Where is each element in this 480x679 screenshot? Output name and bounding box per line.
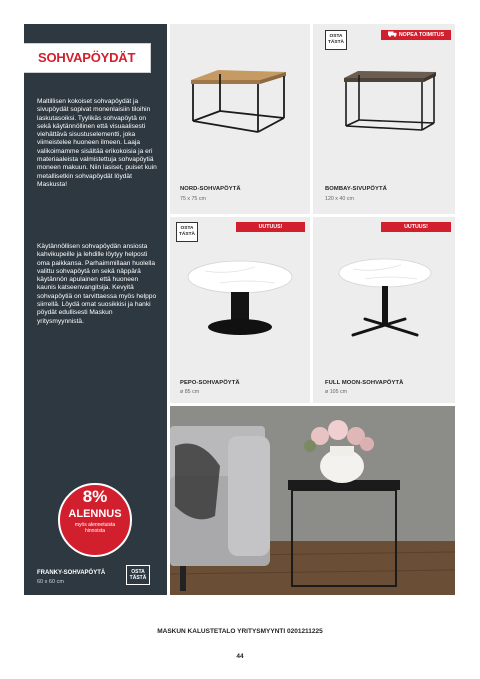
pepo-size: ø 85 cm: [180, 389, 200, 395]
bombay-size: 120 x 40 cm: [325, 196, 354, 202]
nord-size: 75 x 75 cm: [180, 196, 206, 202]
discount-note-1: myös alennetuista: [74, 522, 116, 528]
second-paragraph: Käytännöllisen sohvapöydän ansiosta kahvikupeille ja lehdille löytyy helposti oma paikkansa. Parhaimmillaan huolella valittu sohvapöytä on sekä näppärä käytännön apulainen että huoneen kaunis katseenvangitsija. Kevyitä sohvapöytiä on tarvittaessa myös helppo siirrellä. Löydä omat suosikkisi ja hanki pöydät edullisesti Maskun yritysmyynnistä.: [37, 243, 157, 325]
pepo-buy-button[interactable]: [176, 222, 198, 242]
buy-label-2: TÄSTÄ: [328, 39, 344, 45]
discount-percent: 8%: [82, 487, 108, 506]
full-moon-table-image: [335, 255, 435, 341]
nord-name: NORD-SOHVAPÖYTÄ: [180, 186, 241, 192]
bombay-name: BOMBAY-SIVUPÖYTÄ: [325, 186, 387, 192]
full-moon-size: ø 105 cm: [325, 389, 348, 395]
franky-name: FRANKY-SOHVAPÖYTÄ: [37, 570, 106, 576]
new-badge-full-moon: UUTUUS!: [381, 222, 451, 232]
discount-note-2: hinnoista: [84, 528, 105, 534]
truck-icon: [388, 31, 397, 37]
franky-buy-button[interactable]: [126, 565, 150, 585]
nord-table-image: [186, 66, 296, 138]
pepo-table-image: [185, 255, 295, 337]
buy-label-1: OSTA: [329, 34, 343, 39]
bombay-table-image: [340, 68, 440, 134]
buy-label-2: TÄSTÄ: [129, 575, 147, 581]
full-moon-name: FULL MOON-SOHVAPÖYTÄ: [325, 380, 404, 386]
fast-delivery-label: NOPEA TOIMITUS: [398, 32, 445, 38]
new-badge-pepo: UUTUUS!: [236, 222, 305, 232]
buy-label-1: OSTA: [131, 569, 145, 575]
photo-illustration: [170, 406, 455, 595]
discount-label: ALENNUS: [68, 508, 122, 520]
pepo-name: PEPO-SOHVAPÖYTÄ: [180, 380, 240, 386]
bombay-buy-button[interactable]: [325, 30, 347, 50]
buy-label-1: OSTA: [180, 226, 194, 231]
footer-contact: MASKUN KALUSTETALO YRITYSMYYNTI 0201211225: [157, 628, 323, 635]
intro-paragraph: Maltillisen kokoiset sohvapöydät ja sivupöydät sopivat monenlaisiin tiloihin laskutasoiksi. Tyylikäs sohvapöytä on sekä käytännöllinen että visuaalisesti viehättävä sisustuselementti, joka viimeistelee huoneen ilmeen. Laaja valikoimamme sisältää erikokoisia ja eri materiaaleista valmistettuja sohvapöytiä moneen makuun. Niin lasiset, puiset kuin metallisetkin sohvapöydät löydät Maskusta!: [37, 98, 157, 188]
section-title: SOHVAPÖYDÄT: [38, 50, 136, 65]
franky-lifestyle-photo: [170, 406, 455, 595]
buy-label-2: TÄSTÄ: [179, 231, 195, 237]
page-number: 44: [236, 653, 244, 660]
fast-delivery-badge: [381, 30, 451, 40]
franky-size: 60 x 60 cm: [37, 579, 64, 585]
